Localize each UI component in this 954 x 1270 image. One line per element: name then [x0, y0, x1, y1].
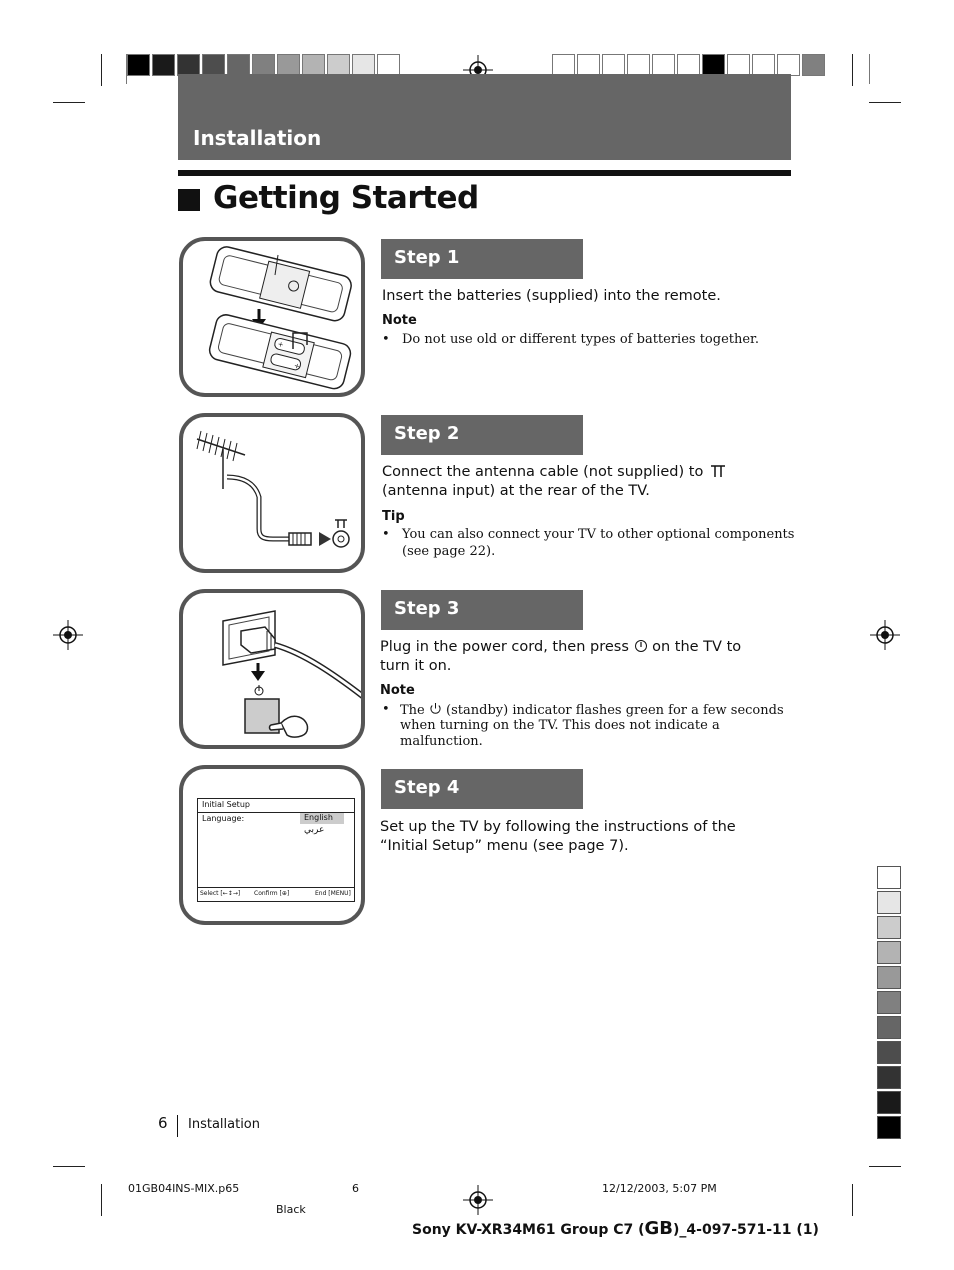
- menu-end-hint: End [MENU]: [315, 890, 351, 897]
- color-swatch: [552, 54, 575, 76]
- menu-language-label: Language:: [202, 814, 245, 823]
- step3-heading: [381, 590, 583, 630]
- step3-label: Step 3: [394, 598, 460, 619]
- color-swatches-left: [127, 54, 402, 76]
- step2-tip-heading: Tip: [382, 509, 405, 524]
- step3-note-line1: [400, 702, 784, 719]
- antenna-input-icon: [710, 464, 726, 478]
- antenna-cable-icon: [183, 417, 365, 573]
- step1-text: Insert the batteries (supplied) into the remote.: [382, 288, 721, 304]
- step3-text-line2: turn it on.: [380, 658, 452, 674]
- crop-mark: [869, 102, 901, 103]
- step4-illustration: [179, 765, 365, 925]
- initial-setup-screen: [197, 798, 355, 902]
- title-rule: [178, 170, 791, 176]
- menu-title: Initial Setup: [202, 800, 250, 809]
- color-swatch: [202, 54, 225, 76]
- color-swatch: [877, 891, 901, 914]
- step2-text-line2: (antenna input) at the rear of the TV.: [382, 483, 650, 499]
- step1-heading: [381, 239, 583, 279]
- color-swatch: [777, 54, 800, 76]
- footer-divider: [177, 1115, 178, 1137]
- color-swatch: [877, 941, 901, 964]
- menu-option-english: English: [300, 813, 344, 824]
- step1-illustration: [179, 237, 365, 397]
- step2-label: Step 2: [394, 423, 460, 444]
- footer-model-suffix: )_4-097-571-11 (1): [673, 1222, 819, 1238]
- color-swatch: [177, 54, 200, 76]
- crop-mark: [126, 54, 127, 84]
- color-swatch: [652, 54, 675, 76]
- step3-text-part: Plug in the power cord, then press: [380, 639, 629, 655]
- step1-note-item: [382, 332, 762, 348]
- crop-mark: [101, 1184, 102, 1216]
- svg-text:+: +: [293, 361, 301, 371]
- power-plug-icon: [183, 593, 365, 749]
- step2-tip-text-line2: (see page 22).: [402, 544, 496, 559]
- color-swatch: [677, 54, 700, 76]
- title-bullet-square: [178, 189, 200, 211]
- select-hint-text: Select [: [200, 890, 223, 897]
- footer-section: Installation: [188, 1117, 261, 1132]
- crop-mark: [869, 1166, 901, 1167]
- menu-confirm-hint: [254, 890, 289, 897]
- crop-mark: [852, 1184, 853, 1216]
- color-swatch: [352, 54, 375, 76]
- registration-target-icon: [870, 620, 900, 650]
- menu-option-arabic: عربي: [304, 825, 325, 835]
- footer-date: 12/12/2003, 5:07 PM: [602, 1182, 717, 1195]
- step4-text-line2: “Initial Setup” menu (see page 7).: [380, 838, 629, 854]
- color-swatch: [302, 54, 325, 76]
- standby-icon: [429, 702, 442, 715]
- color-swatch: [877, 1041, 901, 1064]
- power-icon: [634, 639, 648, 653]
- step3-illustration: [179, 589, 365, 749]
- confirm-hint-end: ]: [286, 890, 290, 897]
- color-swatch: [877, 1116, 901, 1139]
- color-swatch: [877, 916, 901, 939]
- step3-note-line3: malfunction.: [400, 734, 483, 749]
- step4-text-line1: Set up the TV by following the instructions of the: [380, 819, 736, 835]
- bullet-dot: •: [382, 702, 390, 717]
- step4-heading: [381, 769, 583, 809]
- color-swatch: [602, 54, 625, 76]
- color-swatch: [877, 1066, 901, 1089]
- step3-note-heading: Note: [380, 683, 415, 698]
- step2-tip-item: [382, 527, 795, 561]
- remote-battery-icon: [183, 241, 365, 397]
- footer-model-prefix: Sony KV-XR34M61 Group C7 (: [412, 1222, 645, 1238]
- footer-file-page: 6: [352, 1182, 359, 1195]
- color-swatch: [577, 54, 600, 76]
- step2-text-part: Connect the antenna cable (not supplied) to: [382, 464, 704, 480]
- step3-note-line2: when turning on the TV. This does not indicate a: [400, 718, 720, 733]
- crop-mark: [869, 54, 870, 84]
- color-swatch: [277, 54, 300, 76]
- crop-mark: [53, 102, 85, 103]
- step3-note-text: (standby) indicator flashes green for a few seconds: [446, 703, 784, 718]
- tone-tabs: [877, 866, 901, 1141]
- step1-note-text: Do not use old or different types of batteries together.: [402, 332, 759, 347]
- page-number: 6: [158, 1114, 168, 1132]
- bullet-dot: •: [382, 332, 390, 347]
- select-hint-end: ]: [237, 890, 241, 897]
- crop-mark: [852, 54, 853, 86]
- color-swatch: [702, 54, 725, 76]
- crop-mark: [101, 54, 102, 86]
- color-swatch: [802, 54, 825, 76]
- step3-text-part: on the TV to: [652, 639, 742, 655]
- menu-select-hint: [200, 890, 240, 897]
- registration-target-icon: [463, 1185, 493, 1215]
- section-title: Installation: [193, 126, 322, 150]
- color-swatches-right: [552, 54, 827, 76]
- menu-footer-bar: [198, 887, 354, 888]
- footer-file-name: 01GB04INS-MIX.p65: [128, 1182, 240, 1195]
- color-swatch: [327, 54, 350, 76]
- color-swatch: [377, 54, 400, 76]
- step1-label: Step 1: [394, 247, 460, 268]
- step1-note-heading: Note: [382, 313, 417, 328]
- color-swatch: [227, 54, 250, 76]
- step2-tip-text-line1: You can also connect your TV to other optional components: [402, 527, 795, 542]
- color-swatch: [752, 54, 775, 76]
- crop-mark: [53, 1166, 85, 1167]
- enter-icon: ⊕: [281, 890, 287, 897]
- color-swatch: [877, 866, 901, 889]
- step2-heading: [381, 415, 583, 455]
- footer-color-label: Black: [276, 1203, 306, 1216]
- step2-illustration: [179, 413, 365, 573]
- color-swatch: [152, 54, 175, 76]
- color-swatch: [877, 1091, 901, 1114]
- page-title: Getting Started: [213, 180, 479, 216]
- step2-text-line1: [382, 463, 726, 482]
- confirm-hint-text: Confirm [: [254, 890, 282, 897]
- step3-note-item: [382, 702, 782, 752]
- arrows-icon: ←↕→: [222, 890, 238, 897]
- svg-text:+: +: [276, 340, 285, 350]
- color-swatch: [877, 1016, 901, 1039]
- step4-label: Step 4: [394, 777, 460, 798]
- footer-model-gb: GB: [644, 1218, 674, 1239]
- color-swatch: [252, 54, 275, 76]
- footer-model: [412, 1218, 819, 1239]
- bullet-dot: •: [382, 527, 390, 542]
- step3-note-text: The: [400, 703, 425, 718]
- color-swatch: [877, 991, 901, 1014]
- color-swatch: [877, 966, 901, 989]
- step3-text-line1: [380, 638, 741, 657]
- color-swatch: [627, 54, 650, 76]
- registration-target-icon: [53, 620, 83, 650]
- color-swatch: [127, 54, 150, 76]
- color-swatch: [727, 54, 750, 76]
